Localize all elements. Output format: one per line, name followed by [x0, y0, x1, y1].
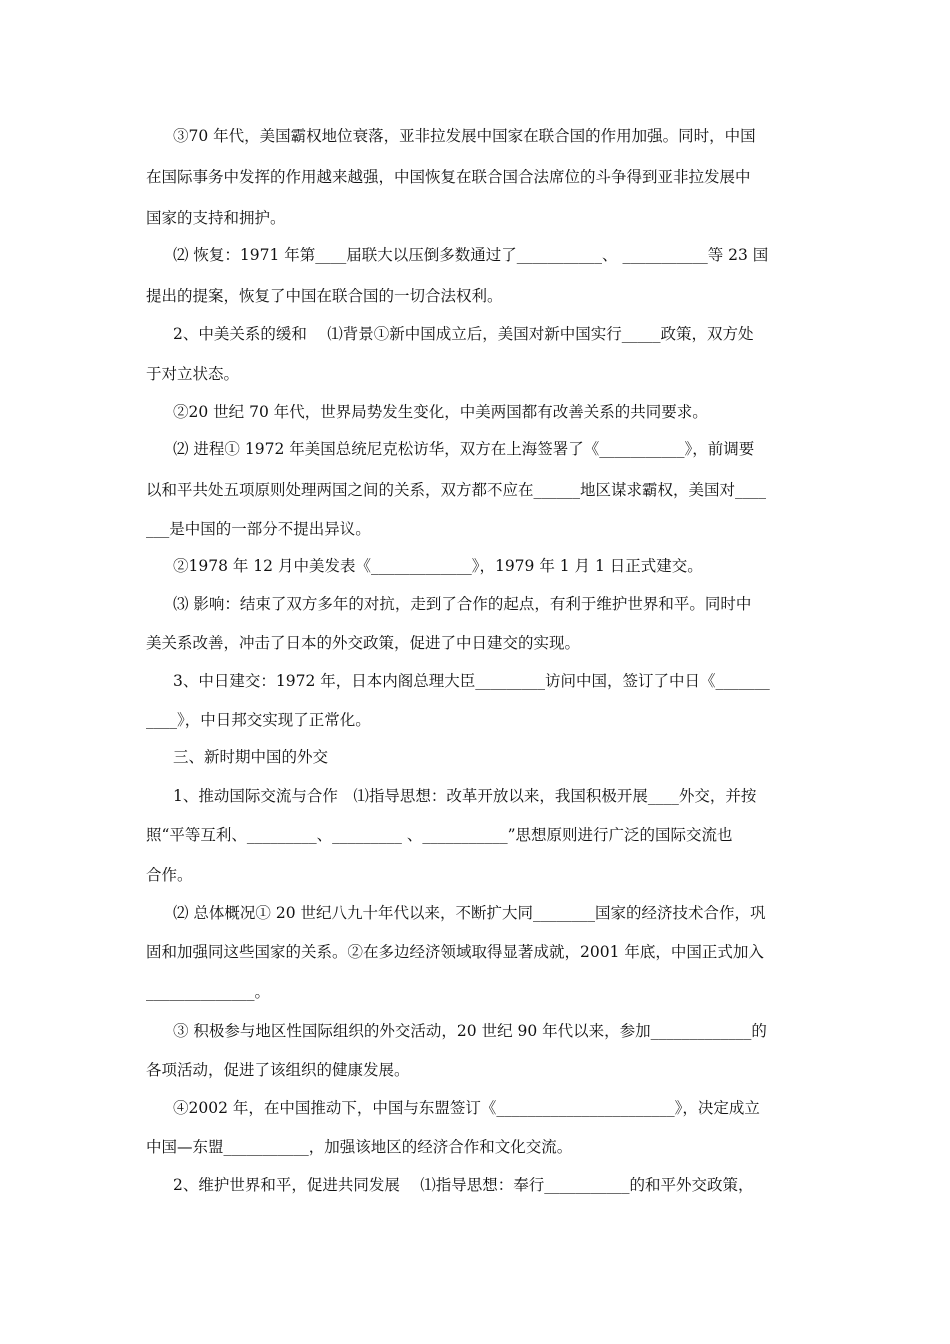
text-line: 在国际事务中发挥的作用越来越强，中国恢复在联合国合法席位的斗争得到亚非拉发展中 [146, 168, 751, 186]
text-line: 国家的支持和拥护。 [146, 209, 286, 227]
text-line: ②1978 年 12 月中美发表《_____________》，1979 年 1 月 1 日正式建交。 [173, 557, 703, 575]
text-line: 提出的提案，恢复了中国在联合国的一切合法权利。 [146, 287, 503, 305]
text-line: 2、中美关系的缓和 ⑴背景①新中国成立后，美国对新中国实行_____政策，双方处 [173, 325, 754, 343]
text-line: 合作。 [146, 866, 193, 884]
text-line: ④2002 年，在中国推动下，中国与东盟签订《_______________________》，决定成立 [173, 1099, 760, 1117]
text-line: ⑶ 影响：结束了双方多年的对抗，走到了合作的起点，有利于维护世界和平。同时中 [173, 595, 752, 613]
text-line: 美关系改善，冲击了日本的外交政策，促进了中日建交的实现。 [146, 634, 581, 652]
text-line: 中国—东盟___________，加强该地区的经济合作和文化交流。 [146, 1138, 573, 1156]
section-heading: 三、新时期中国的外交 [173, 748, 329, 766]
text-line: 以和平共处五项原则处理两国之间的关系，双方都不应在______地区谋求霸权，美国对____ [146, 481, 767, 499]
text-line: 照“平等互利、_________、_________ 、___________”思想原则进行广泛的国际交流也 [146, 826, 733, 844]
text-line: ⑵ 总体概况① 20 世纪八九十年代以来，不断扩大同________国家的经济技术合作，巩 [173, 904, 766, 922]
text-line: 于对立状态。 [146, 365, 240, 383]
text-line: ____》，中日邦交实现了正常化。 [146, 711, 371, 729]
text-line: ⑵ 进程① 1972 年美国总统尼克松访华，双方在上海签署了《___________》，前调要 [173, 440, 755, 458]
text-line: ___是中国的一部分不提出异议。 [146, 520, 371, 538]
text-line: ②20 世纪 70 年代，世界局势发生变化，中美两国都有改善关系的共同要求。 [173, 403, 708, 421]
text-line: 2、维护世界和平，促进共同发展 ⑴指导思想：奉行___________的和平外交政策， [173, 1176, 754, 1194]
text-line: 固和加强同这些国家的关系。②在多边经济领域取得显著成就，2001 年底，中国正式加入 [146, 943, 764, 961]
text-line: ③ 积极参与地区性国际组织的外交活动，20 世纪 90 年代以来，参加_____________的 [173, 1022, 767, 1040]
text-line: 1、推动国际交流与合作 ⑴指导思想：改革开放以来，我国积极开展____外交，并按 [173, 787, 757, 805]
text-line: ⑵ 恢复：1971 年第____届联大以压倒多数通过了___________、 ___________等 23 国 [173, 246, 769, 264]
text-line: 各项活动，促进了该组织的健康发展。 [146, 1061, 410, 1079]
text-line: ③70 年代，美国霸权地位衰落，亚非拉发展中国家在联合国的作用加强。同时，中国 [173, 127, 756, 145]
text-line: ______________。 [146, 983, 271, 1001]
text-line: 3、中日建交：1972 年，日本内阁总理大臣_________访问中国，签订了中日《_______ [173, 672, 770, 690]
